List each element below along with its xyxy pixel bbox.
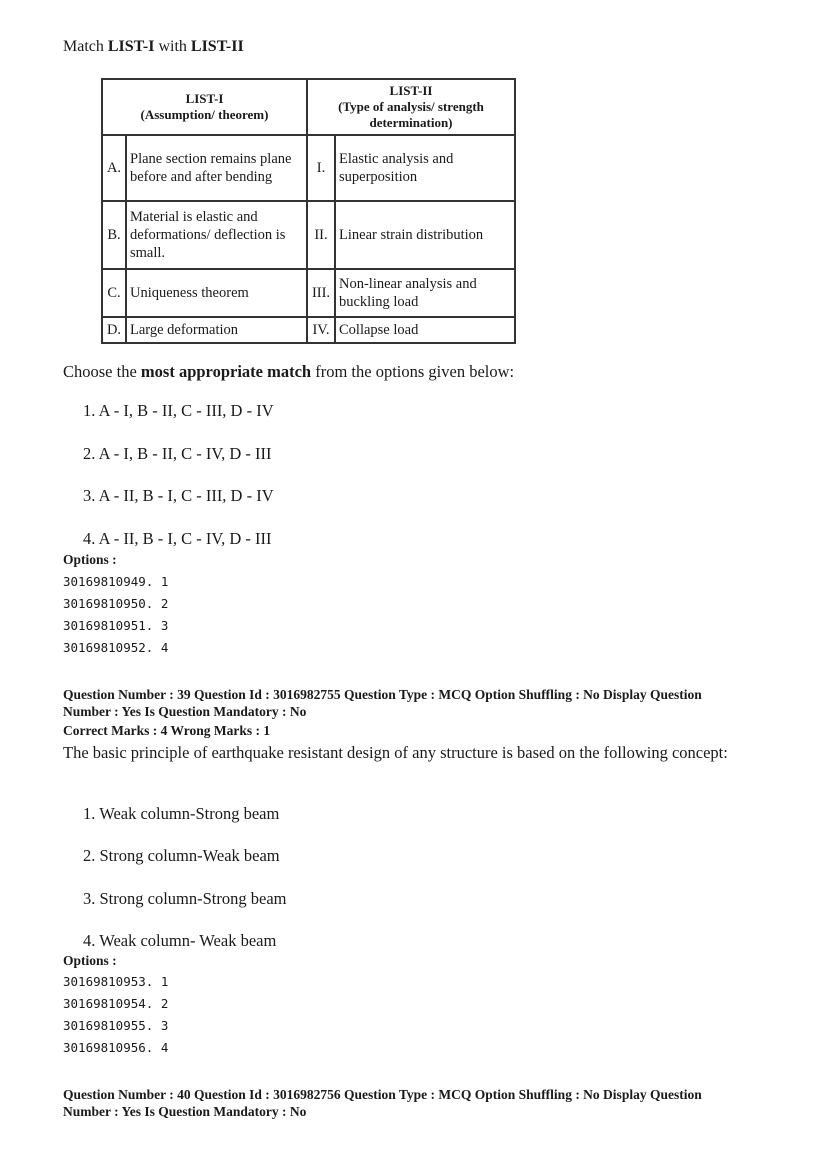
answer-option[interactable]: 4. Weak column- Weak beam: [83, 931, 277, 950]
answer-option[interactable]: 3. Strong column-Strong beam: [83, 889, 287, 908]
list2-numeral: III.: [307, 269, 335, 317]
option-id: 30169810953. 1: [63, 974, 169, 989]
list1-header: LIST-I (Assumption/ theorem): [102, 79, 307, 135]
table-row: [102, 269, 515, 317]
answer-option[interactable]: 1. Weak column-Strong beam: [83, 804, 280, 823]
list1-letter: C.: [102, 269, 126, 317]
option-id: 30169810956. 4: [63, 1040, 169, 1055]
list1-text: Large deformation: [126, 317, 307, 343]
match-instruction: Match LIST-I with LIST-II: [63, 38, 244, 55]
answer-option[interactable]: 4. A - II, B - I, C - IV, D - III: [83, 529, 272, 548]
choose-instruction: Choose the most appropriate match from the options given below:: [63, 362, 515, 381]
answer-option[interactable]: 2. Strong column-Weak beam: [83, 846, 280, 865]
list2-text: Elastic analysis and superposition: [335, 135, 515, 201]
list1-text: Uniqueness theorem: [126, 269, 307, 317]
option-id: 30169810955. 3: [63, 1018, 169, 1033]
options-label: Options :: [63, 552, 117, 567]
answer-option[interactable]: 3. A - II, B - I, C - III, D - IV: [83, 486, 274, 505]
list2-header: LIST-II (Type of analysis/ strength determination): [307, 79, 515, 135]
option-id: 30169810951. 3: [63, 618, 169, 633]
question-text: The basic principle of earthquake resistant design of any structure is based on the following concept:: [63, 743, 728, 762]
table-row: [102, 317, 515, 343]
list2-numeral: II.: [307, 201, 335, 269]
list2-text: Linear strain distribution: [335, 201, 515, 269]
question-meta: Question Number : 39 Question Id : 3016982755 Question Type : MCQ Option Shuffling : No Display Question Number : Yes Is Question Mandatory : No: [63, 687, 702, 719]
list1-letter: B.: [102, 201, 126, 269]
match-table: [101, 78, 516, 344]
list1-text: Material is elastic and deformations/ deflection is small.: [126, 201, 307, 269]
options-label: Options :: [63, 953, 117, 968]
list2-text: Non-linear analysis and buckling load: [335, 269, 515, 317]
answer-option[interactable]: 2. A - I, B - II, C - IV, D - III: [83, 444, 272, 463]
option-id: 30169810952. 4: [63, 640, 169, 655]
list1-letter: D.: [102, 317, 126, 343]
table-row: [102, 135, 515, 201]
question-marks: Correct Marks : 4 Wrong Marks : 1: [63, 723, 271, 738]
list2-text: Collapse load: [335, 317, 515, 343]
list1-text: Plane section remains plane before and after bending: [126, 135, 307, 201]
option-id: 30169810949. 1: [63, 574, 169, 589]
table-header-row: [102, 79, 515, 135]
question-meta: Question Number : 40 Question Id : 3016982756 Question Type : MCQ Option Shuffling : No Display Question Number : Yes Is Question Mandatory : No: [63, 1087, 702, 1119]
list2-numeral: I.: [307, 135, 335, 201]
list2-numeral: IV.: [307, 317, 335, 343]
option-id: 30169810954. 2: [63, 996, 169, 1011]
list1-letter: A.: [102, 135, 126, 201]
answer-option[interactable]: 1. A - I, B - II, C - III, D - IV: [83, 401, 274, 420]
table-row: [102, 201, 515, 269]
option-id: 30169810950. 2: [63, 596, 169, 611]
